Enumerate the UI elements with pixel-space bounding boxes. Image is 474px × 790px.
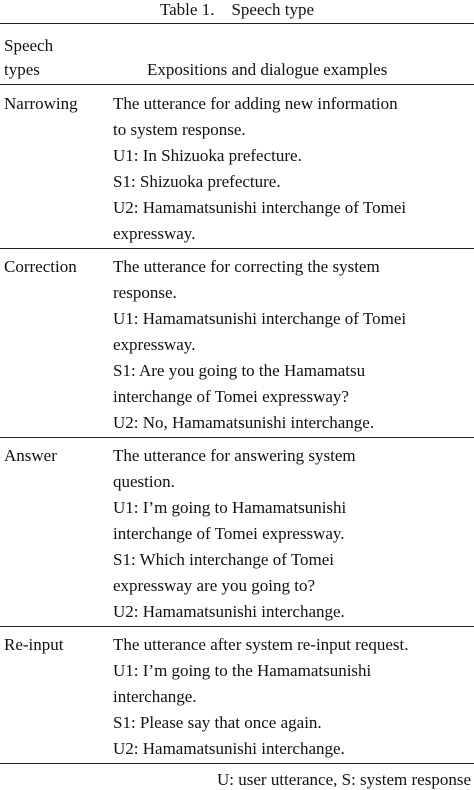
text-line: U1: Hamamatsunishi interchange of Tomei <box>113 309 407 328</box>
text-line: interchange of Tomei expressway? <box>113 387 349 406</box>
table-footnote: U: user utterance, S: system response <box>217 770 471 789</box>
table-caption: Table 1. Speech type <box>159 0 315 19</box>
speech-type-label: Answer <box>4 446 57 465</box>
text-line: The utterance after system re-input request. <box>113 635 409 654</box>
text-line: to system response. <box>113 120 246 139</box>
speech-type-label: Correction <box>4 257 77 276</box>
text-line: question. <box>113 472 175 491</box>
text-line: interchange of Tomei expressway. <box>113 524 345 543</box>
dialogue-line <box>113 599 471 625</box>
dialogue-line <box>113 410 471 436</box>
text-line: S1: Please say that once again. <box>113 713 322 732</box>
row-rule <box>0 437 474 438</box>
exposition-paragraph <box>113 632 471 658</box>
dialogue-line <box>113 169 471 195</box>
dialogue-line <box>113 495 471 547</box>
text-line: expressway. <box>113 224 196 243</box>
text-line: U2: Hamamatsunishi interchange. <box>113 739 345 758</box>
row-rule <box>0 248 474 249</box>
dialogue-line <box>113 710 471 736</box>
row-body-narrowing <box>113 91 471 247</box>
speech-type-label: Re-input <box>4 635 64 654</box>
header-speech-types <box>4 34 94 82</box>
row-rule <box>0 626 474 627</box>
exposition-paragraph <box>113 91 471 143</box>
text-line: The utterance for answering system <box>113 446 356 465</box>
text-line: expressway. <box>113 335 196 354</box>
exposition-paragraph <box>113 254 471 306</box>
text-line: S1: Which interchange of Tomei <box>113 550 335 569</box>
text-line: S1: Shizuoka prefecture. <box>113 172 281 191</box>
text-line: The utterance for adding new information <box>113 94 398 113</box>
row-body-re-input <box>113 632 471 762</box>
text-line: U1: I’m going to Hamamatsunishi <box>113 498 347 517</box>
dialogue-line <box>113 358 471 410</box>
text-line: S1: Are you going to the Hamamatsu <box>113 361 366 380</box>
text-line: U2: Hamamatsunishi interchange. <box>113 602 345 621</box>
text-line: interchange. <box>113 687 197 706</box>
header-rule <box>0 84 474 85</box>
row-body-correction <box>113 254 471 436</box>
top-rule <box>0 23 474 24</box>
header-speech-line1: Speech <box>4 36 54 55</box>
dialogue-line <box>113 547 471 599</box>
text-line: expressway are you going to? <box>113 576 316 595</box>
speech-type-label: Narrowing <box>4 94 78 113</box>
text-line: response. <box>113 283 177 302</box>
header-speech-line2: types <box>4 60 40 79</box>
dialogue-line <box>113 306 471 358</box>
dialogue-line <box>113 658 471 710</box>
header-expositions: Expositions and dialogue examples <box>147 60 388 79</box>
dialogue-line <box>113 736 471 762</box>
text-line: U2: Hamamatsunishi interchange of Tomei <box>113 198 407 217</box>
text-line: U2: No, Hamamatsunishi interchange. <box>113 413 375 432</box>
row-body-answer <box>113 443 471 625</box>
text-line: The utterance for correcting the system <box>113 257 380 276</box>
text-line: U1: I’m going to the Hamamatsunishi <box>113 661 372 680</box>
text-line: U1: In Shizuoka prefecture. <box>113 146 302 165</box>
dialogue-line <box>113 143 471 169</box>
exposition-paragraph <box>113 443 471 495</box>
bottom-rule <box>0 763 474 764</box>
dialogue-line <box>113 195 471 247</box>
